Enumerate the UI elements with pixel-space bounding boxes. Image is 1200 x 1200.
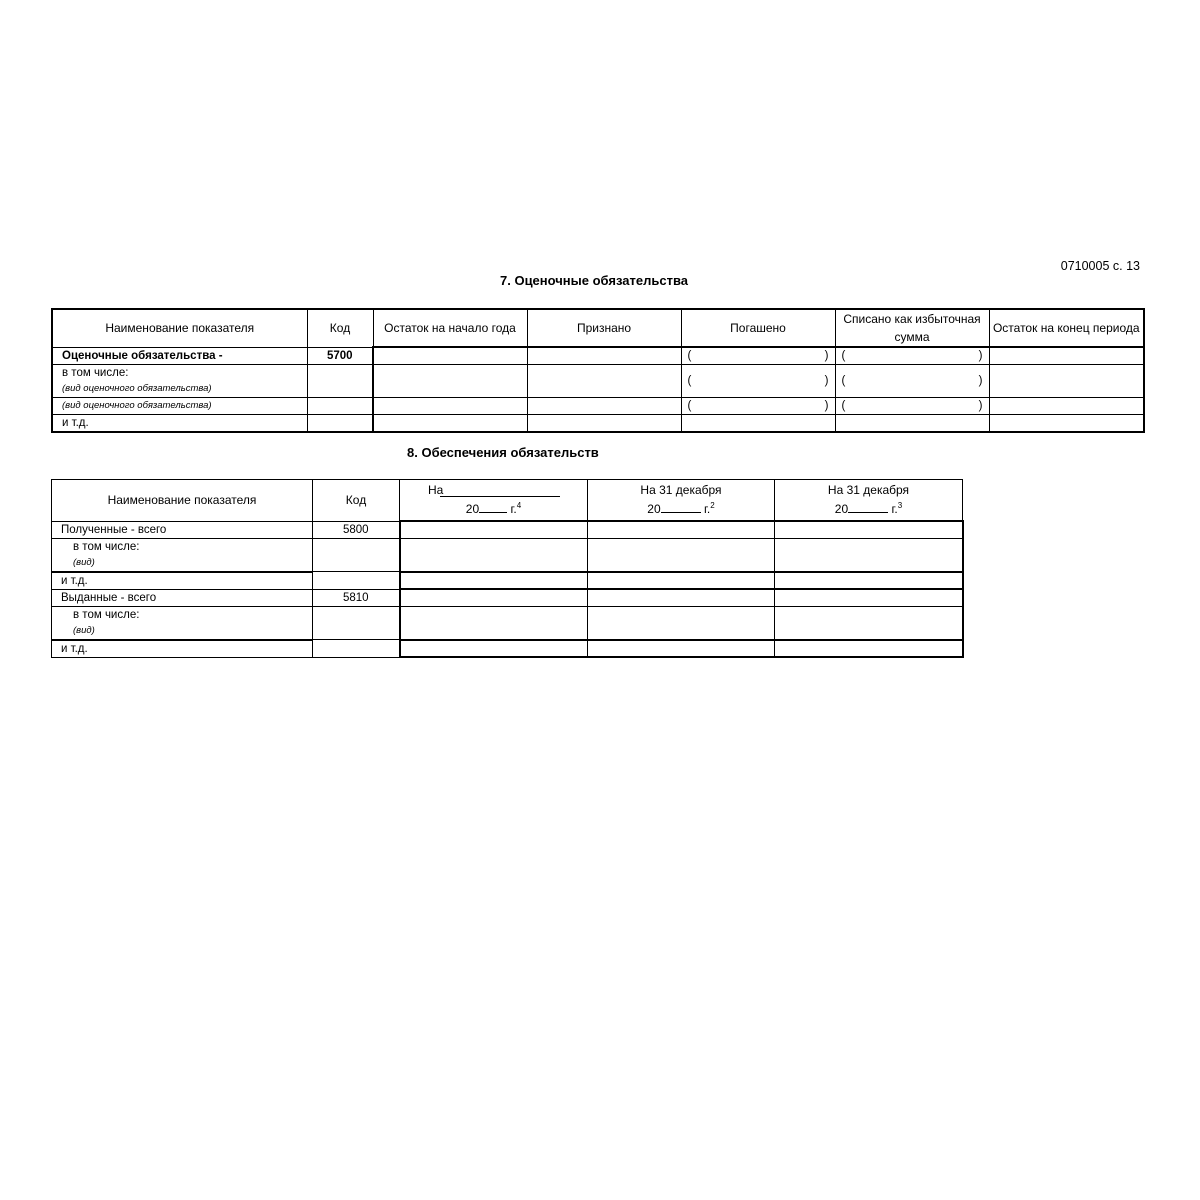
row-label: и т.д. bbox=[52, 415, 307, 433]
header-repaid: Погашено bbox=[681, 309, 835, 347]
value-cell[interactable] bbox=[775, 521, 963, 538]
header-code: Код bbox=[313, 480, 400, 522]
value-cell[interactable] bbox=[527, 347, 681, 365]
row-code bbox=[313, 538, 400, 572]
value-cell[interactable] bbox=[588, 538, 775, 572]
value-cell[interactable] bbox=[400, 538, 588, 572]
table-row bbox=[52, 640, 963, 658]
value-cell[interactable] bbox=[588, 640, 775, 658]
row-code: 5800 bbox=[313, 521, 400, 538]
value-cell[interactable] bbox=[989, 415, 1144, 433]
table-row bbox=[52, 347, 1144, 365]
row-code bbox=[313, 572, 400, 590]
value-cell[interactable] bbox=[588, 572, 775, 590]
header-date-1: На 20 г.$^4$ bbox=[400, 480, 588, 522]
estimated-liabilities-table bbox=[51, 308, 1145, 433]
liability-securities-table bbox=[51, 479, 964, 658]
header-code: Код bbox=[307, 309, 373, 347]
value-cell[interactable] bbox=[373, 415, 527, 433]
header-end: Остаток на конец периода bbox=[989, 309, 1144, 347]
table-row bbox=[52, 572, 963, 590]
value-cell[interactable] bbox=[527, 365, 681, 398]
table-row bbox=[52, 398, 1144, 415]
value-cell[interactable]: ( ) bbox=[835, 347, 989, 365]
value-cell[interactable] bbox=[775, 640, 963, 658]
table-row bbox=[52, 589, 963, 606]
value-cell[interactable] bbox=[989, 398, 1144, 415]
value-cell[interactable] bbox=[527, 398, 681, 415]
value-cell[interactable] bbox=[373, 347, 527, 365]
row-label: в том числе: (вид) bbox=[52, 538, 313, 572]
row-label: Оценочные обязательства - bbox=[52, 347, 307, 365]
value-cell[interactable]: ( ) bbox=[835, 365, 989, 398]
value-cell[interactable] bbox=[989, 365, 1144, 398]
row-label: Выданные - всего bbox=[52, 589, 313, 606]
value-cell[interactable] bbox=[775, 572, 963, 590]
value-cell[interactable] bbox=[373, 398, 527, 415]
value-cell[interactable] bbox=[400, 589, 588, 606]
value-cell[interactable] bbox=[400, 606, 588, 640]
header-start: Остаток на начало года bbox=[373, 309, 527, 347]
value-cell[interactable]: ( ) bbox=[835, 398, 989, 415]
table-row bbox=[52, 365, 1144, 398]
value-cell[interactable]: ( ) bbox=[681, 365, 835, 398]
row-code bbox=[313, 606, 400, 640]
value-cell[interactable] bbox=[775, 589, 963, 606]
table-row bbox=[52, 606, 963, 640]
row-label: Полученные - всего bbox=[52, 521, 313, 538]
value-cell[interactable] bbox=[527, 415, 681, 433]
value-cell[interactable] bbox=[588, 521, 775, 538]
row-label: и т.д. bbox=[52, 640, 313, 658]
section-7-title: 7. Оценочные обязательства bbox=[500, 273, 688, 288]
row-label: в том числе: (вид) bbox=[52, 606, 313, 640]
row-code bbox=[313, 640, 400, 658]
header-recognized: Признано bbox=[527, 309, 681, 347]
row-code: 5700 bbox=[307, 347, 373, 365]
row-code: 5810 bbox=[313, 589, 400, 606]
row-code bbox=[307, 365, 373, 398]
header-date-3: На 31 декабря 20 г.$^3$ bbox=[775, 480, 963, 522]
value-cell[interactable] bbox=[681, 415, 835, 433]
row-label: (вид оценочного обязательства) bbox=[52, 398, 307, 415]
value-cell[interactable]: ( ) bbox=[681, 347, 835, 365]
row-code bbox=[307, 398, 373, 415]
row-label: и т.д. bbox=[52, 572, 313, 590]
value-cell[interactable] bbox=[989, 347, 1144, 365]
row-label: в том числе: (вид оценочного обязательства) bbox=[52, 365, 307, 398]
table-row bbox=[52, 521, 963, 538]
value-cell[interactable]: ( ) bbox=[681, 398, 835, 415]
value-cell[interactable] bbox=[775, 538, 963, 572]
row-code bbox=[307, 415, 373, 433]
value-cell[interactable] bbox=[400, 640, 588, 658]
value-cell[interactable] bbox=[588, 589, 775, 606]
value-cell[interactable] bbox=[588, 606, 775, 640]
form-code: 0710005 с. 13 bbox=[1060, 259, 1140, 273]
value-cell[interactable] bbox=[775, 606, 963, 640]
value-cell[interactable] bbox=[400, 572, 588, 590]
section-8-title: 8. Обеспечения обязательств bbox=[407, 445, 599, 460]
value-cell[interactable] bbox=[373, 365, 527, 398]
header-name: Наименование показателя bbox=[52, 480, 313, 522]
header-date-2: На 31 декабря 20 г.$^2$ bbox=[588, 480, 775, 522]
header-name: Наименование показателя bbox=[52, 309, 307, 347]
table-row bbox=[52, 415, 1144, 433]
header-written-off: Списано как избыточная сумма bbox=[835, 309, 989, 347]
value-cell[interactable] bbox=[835, 415, 989, 433]
table-row bbox=[52, 538, 963, 572]
value-cell[interactable] bbox=[400, 521, 588, 538]
